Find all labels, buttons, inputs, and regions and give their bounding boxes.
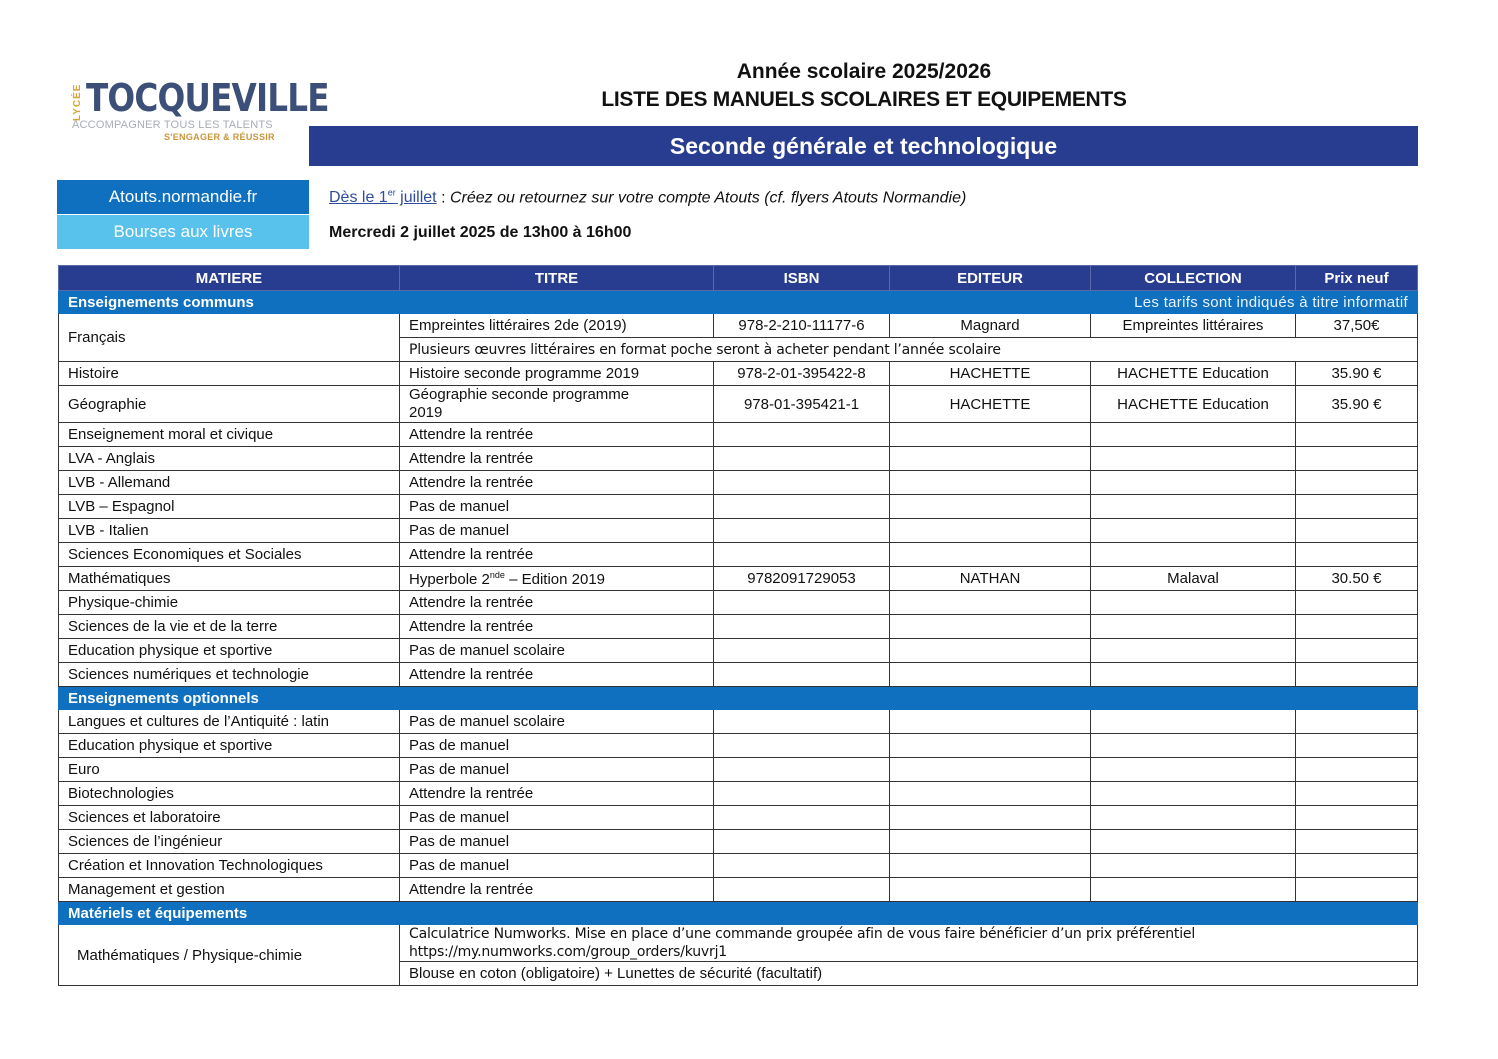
logo-vertical-text: LYCÉE — [72, 83, 83, 121]
table-header-row — [59, 266, 1418, 291]
cell-titre: Attendre la rentrée — [400, 591, 714, 615]
header-prix: Prix neuf — [1296, 266, 1418, 291]
header-matiere: MATIERE — [59, 266, 400, 291]
table-row — [59, 925, 1418, 962]
cell-titre: Pas de manuel — [400, 758, 714, 782]
cell-matiere: Langues et cultures de l’Antiquité : latin — [59, 710, 400, 734]
table-row — [59, 663, 1418, 687]
cell-matiere: Sciences Economiques et Sociales — [59, 543, 400, 567]
cell-matiere: Sciences de la vie et de la terre — [59, 615, 400, 639]
cell-equipment: Blouse en coton (obligatoire) + Lunettes de sécurité (facultatif) — [400, 962, 1418, 986]
cell-note: Plusieurs œuvres littéraires en format poche seront à acheter pendant l’année scolaire — [400, 338, 1418, 362]
cell-titre: Hyperbole 2nde – Edition 2019 — [400, 567, 714, 591]
cell-titre: Pas de manuel — [400, 734, 714, 758]
cell-matiere: LVA - Anglais — [59, 447, 400, 471]
table-row — [59, 734, 1418, 758]
table-row — [59, 447, 1418, 471]
table-row — [59, 854, 1418, 878]
table-row — [59, 386, 1418, 423]
cell-matiere: Création et Innovation Technologiques — [59, 854, 400, 878]
cell-prix: 35.90 € — [1296, 362, 1418, 386]
cell-isbn: 978-2-210-11177-6 — [714, 314, 890, 338]
cell-matiere: Mathématiques — [59, 567, 400, 591]
table-row — [59, 806, 1418, 830]
cell-titre: Histoire seconde programme 2019 — [400, 362, 714, 386]
cell-titre: Pas de manuel — [400, 519, 714, 543]
cell-matiere: Sciences numériques et technologie — [59, 663, 400, 687]
cell-collection: HACHETTE Education — [1091, 362, 1296, 386]
bourse-label: Bourses aux livres — [57, 215, 309, 249]
section-materiel-label: Matériels et équipements — [59, 902, 1418, 925]
cell-editeur: HACHETTE — [890, 362, 1091, 386]
cell-matiere: LVB - Italien — [59, 519, 400, 543]
cell-titre: Pas de manuel scolaire — [400, 710, 714, 734]
cell-titre: Géographie seconde programme 2019 — [400, 386, 714, 423]
cell-titre: Attendre la rentrée — [400, 782, 714, 806]
cell-matiere: Sciences de l’ingénieur — [59, 830, 400, 854]
cell-matiere: Géographie — [59, 386, 400, 423]
table-row — [59, 519, 1418, 543]
cell-matiere: Euro — [59, 758, 400, 782]
cell-matiere: Physique-chimie — [59, 591, 400, 615]
cell-collection: HACHETTE Education — [1091, 386, 1296, 423]
section-row — [59, 902, 1418, 925]
cell-collection: Empreintes littéraires — [1091, 314, 1296, 338]
logo-motto: S'ENGAGER & RÉUSSIR — [164, 132, 275, 142]
bourse-date: Mercredi 2 juillet 2025 de 13h00 à 16h00 — [329, 224, 632, 241]
table-row — [59, 782, 1418, 806]
table-row — [59, 878, 1418, 902]
table-row — [59, 423, 1418, 447]
table-row — [59, 830, 1418, 854]
table-row — [59, 710, 1418, 734]
cell-titre: Attendre la rentrée — [400, 423, 714, 447]
header-isbn: ISBN — [714, 266, 890, 291]
table-row — [59, 615, 1418, 639]
cell-titre: Pas de manuel — [400, 854, 714, 878]
cell-matiere: Mathématiques / Physique-chimie — [59, 925, 400, 986]
cell-titre: Attendre la rentrée — [400, 663, 714, 687]
cell-matiere: Biotechnologies — [59, 782, 400, 806]
cell-titre: Attendre la rentrée — [400, 878, 714, 902]
cell-editeur: Magnard — [890, 314, 1091, 338]
logo-tagline: ACCOMPAGNER TOUS LES TALENTS — [72, 119, 273, 131]
section-row — [59, 687, 1418, 710]
cell-titre: Pas de manuel — [400, 495, 714, 519]
header-titre: TITRE — [400, 266, 714, 291]
table-row — [59, 758, 1418, 782]
cell-editeur: NATHAN — [890, 567, 1091, 591]
cell-matiere: Sciences et laboratoire — [59, 806, 400, 830]
cell-prix: 37,50€ — [1296, 314, 1418, 338]
cell-titre: Pas de manuel scolaire — [400, 639, 714, 663]
manuals-table — [58, 265, 1418, 986]
table-row — [59, 543, 1418, 567]
cell-prix: 30.50 € — [1296, 567, 1418, 591]
table-row — [59, 314, 1418, 338]
table-row — [59, 362, 1418, 386]
cell-equipment: Calculatrice Numworks. Mise en place d’une commande groupée afin de vous faire bénéficier d’un prix préférentiel https://my.numworks.com/group_orders/kuvrj1 — [400, 925, 1418, 962]
cell-matiere: LVB – Espagnol — [59, 495, 400, 519]
cell-isbn: 978-2-01-395422-8 — [714, 362, 890, 386]
cell-editeur: HACHETTE — [890, 386, 1091, 423]
atouts-text: Créez ou retournez sur votre compte Atouts (cf. flyers Atouts Normandie) — [449, 189, 967, 207]
cell-matiere: Management et gestion — [59, 878, 400, 902]
cell-prix: 35.90 € — [1296, 386, 1418, 423]
cell-matiere: Enseignement moral et civique — [59, 423, 400, 447]
cell-titre: Attendre la rentrée — [400, 447, 714, 471]
atouts-info: Dès le 1er juillet : Créez ou retournez sur votre compte Atouts (cf. flyers Atouts Normandie) — [329, 188, 967, 207]
table-row — [59, 639, 1418, 663]
table-row — [59, 567, 1418, 591]
page-title: LISTE DES MANUELS SCOLAIRES ET EQUIPEMENTS — [601, 88, 1127, 111]
cell-matiere: Education physique et sportive — [59, 734, 400, 758]
cell-titre: Attendre la rentrée — [400, 471, 714, 495]
table-row — [59, 591, 1418, 615]
table-row — [59, 471, 1418, 495]
cell-titre: Attendre la rentrée — [400, 543, 714, 567]
cell-matiere: Education physique et sportive — [59, 639, 400, 663]
table-row — [59, 495, 1418, 519]
cell-isbn: 9782091729053 — [714, 567, 890, 591]
numworks-link[interactable]: https://my.numworks.com/group_orders/kuvrj1 — [409, 944, 727, 960]
header-editeur: EDITEUR — [890, 266, 1091, 291]
logo-name: TOCQUEVILLE — [86, 76, 329, 120]
cell-isbn: 978-01-395421-1 — [714, 386, 890, 423]
cell-matiere: LVB - Allemand — [59, 471, 400, 495]
school-year: Année scolaire 2025/2026 — [736, 60, 992, 83]
tarif-note: Les tarifs sont indiqués à titre informatif — [1134, 293, 1408, 311]
cell-matiere: Français — [59, 314, 400, 362]
cell-titre: Empreintes littéraires 2de (2019) — [400, 314, 714, 338]
section-commun-label: Enseignements communs — [68, 293, 254, 311]
cell-titre: Attendre la rentrée — [400, 615, 714, 639]
header-collection: COLLECTION — [1091, 266, 1296, 291]
level-banner: Seconde générale et technologique — [309, 126, 1418, 166]
cell-matiere: Histoire — [59, 362, 400, 386]
cell-titre: Pas de manuel — [400, 806, 714, 830]
section-optionnel-label: Enseignements optionnels — [59, 687, 1418, 710]
cell-titre: Pas de manuel — [400, 830, 714, 854]
atouts-label: Atouts.normandie.fr — [57, 180, 309, 214]
school-logo — [72, 74, 329, 144]
section-row — [59, 291, 1418, 314]
atouts-date-link[interactable]: Dès le 1er juillet — [329, 188, 437, 207]
cell-collection: Malaval — [1091, 567, 1296, 591]
